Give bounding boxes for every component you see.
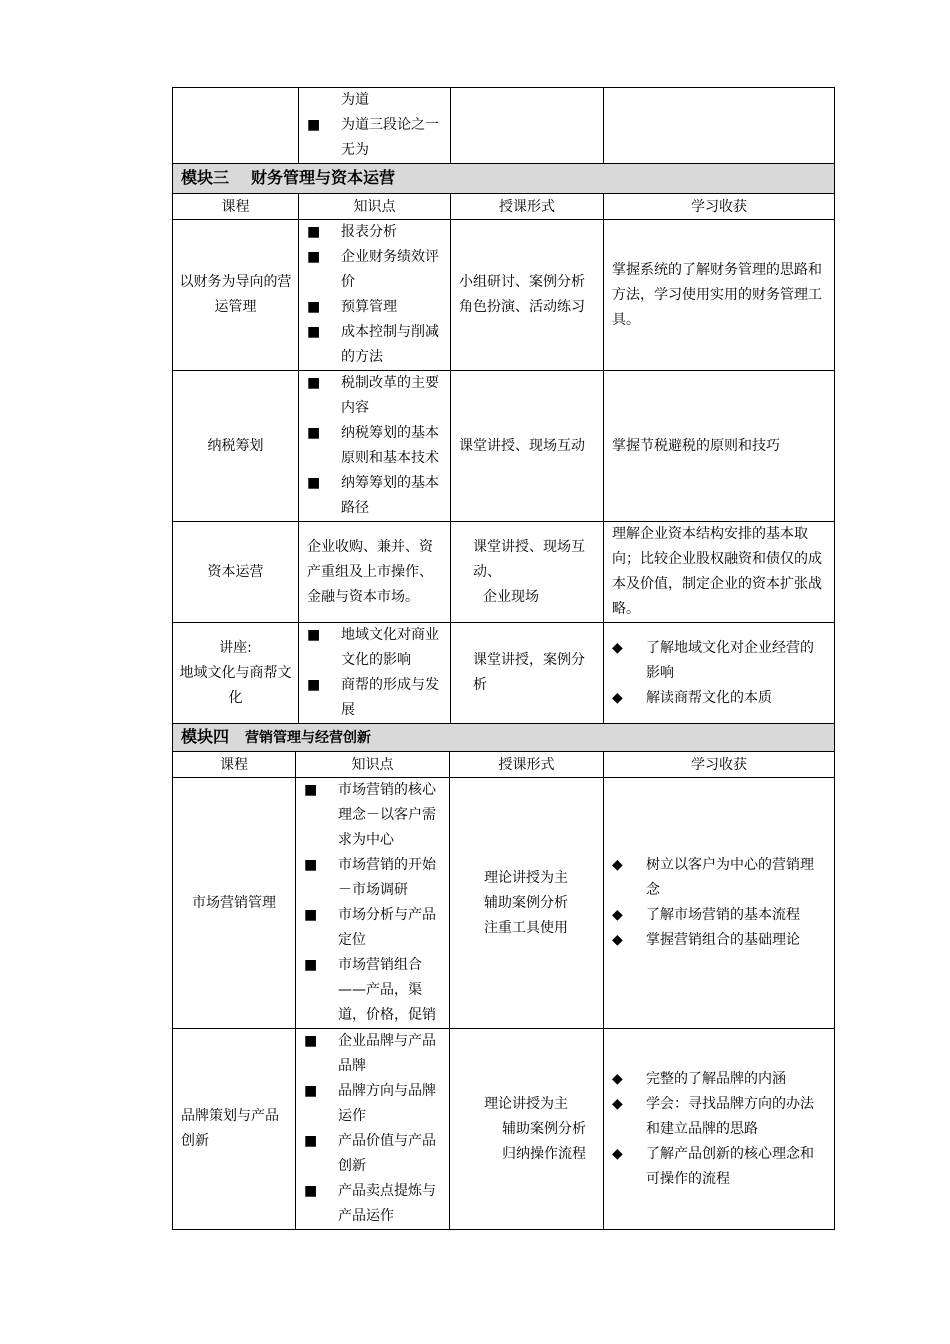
column-header-course: 课程 xyxy=(173,752,296,778)
knowledge-text: 成本控制与削减的方法 xyxy=(341,324,439,365)
knowledge-text: 品牌方向与品牌运作 xyxy=(338,1083,436,1124)
format-cell xyxy=(451,623,604,724)
format-line: 理论讲授为主 xyxy=(484,869,568,886)
bullet-square-icon: ■ xyxy=(307,627,321,643)
knowledge-text: 纳税筹划的基本原则和基本技术 xyxy=(341,425,439,466)
module-header xyxy=(173,164,835,194)
knowledge-text: 预算管理 xyxy=(341,299,397,315)
knowledge-item xyxy=(304,1179,441,1229)
table-row xyxy=(173,623,835,724)
knowledge-text: 税制改革的主要内容 xyxy=(341,375,439,416)
format-cell xyxy=(451,88,604,164)
bullet-diamond-icon: ◆ xyxy=(612,932,623,948)
knowledge-item xyxy=(304,1129,441,1179)
knowledge-cell xyxy=(296,1029,450,1230)
knowledge-text: 市场分析与产品定位 xyxy=(338,907,436,948)
column-header-row xyxy=(173,752,835,778)
bullet-square-icon: ■ xyxy=(304,1033,318,1049)
knowledge-cell xyxy=(299,371,451,522)
knowledge-list xyxy=(304,778,441,1028)
column-header-row xyxy=(173,194,835,220)
bullet-diamond-icon: ◆ xyxy=(612,907,623,923)
knowledge-item xyxy=(307,220,442,245)
bullet-square-icon: ■ xyxy=(304,1133,318,1149)
bullet-diamond-icon: ◆ xyxy=(612,1145,623,1162)
table-row xyxy=(173,778,835,1029)
gain-item xyxy=(612,1067,826,1092)
format-cell xyxy=(451,220,604,371)
knowledge-list xyxy=(307,371,442,521)
format-line: 辅助案例分析 xyxy=(502,1120,586,1137)
column-header-gain: 学习收获 xyxy=(604,752,835,778)
knowledge-text: 商帮的形成与发展 xyxy=(341,677,439,718)
course-cell xyxy=(173,88,299,164)
knowledge-item xyxy=(304,953,441,1028)
gain-text: 了解产品创新的核心理念和可操作的流程 xyxy=(646,1145,814,1187)
bullet-square-icon: ■ xyxy=(307,425,321,441)
knowledge-item xyxy=(307,673,442,723)
knowledge-text: 地域文化对商业文化的影响 xyxy=(341,627,439,668)
bullet-diamond-icon: ◆ xyxy=(612,1095,623,1112)
knowledge-item xyxy=(304,853,441,903)
gain-cell xyxy=(604,1029,835,1230)
gain-item xyxy=(612,903,826,928)
knowledge-cell: 企业收购、兼并、资产重组及上市操作、金融与资本市场。 xyxy=(299,522,451,623)
bullet-square-icon: ■ xyxy=(304,957,318,973)
module-title: 营销管理与经营创新 xyxy=(245,730,372,746)
format-line: 课堂讲授，案例分析 xyxy=(473,652,585,693)
bullet-square-icon: ■ xyxy=(307,249,321,265)
table-row xyxy=(173,1029,835,1230)
knowledge-text: 产品卖点提炼与产品运作 xyxy=(338,1183,436,1224)
knowledge-item xyxy=(304,903,441,953)
format-line: 注重工具使用 xyxy=(484,919,568,936)
knowledge-text: 企业财务绩效评价 xyxy=(341,249,439,290)
module-name: 模块四 xyxy=(181,727,230,746)
gain-cell: 理解企业资本结构安排的基本取向；比较企业股权融资和债仅的成本及价值，制定企业的资本扩张战略。 xyxy=(604,522,835,623)
bullet-square-icon: ■ xyxy=(304,1083,318,1099)
gain-item xyxy=(612,928,826,953)
bullet-square-icon: ■ xyxy=(307,375,321,391)
gain-list xyxy=(612,853,826,953)
course-line: 讲座: xyxy=(219,639,252,656)
format-cell: 课堂讲授、现场互动 xyxy=(451,371,604,522)
knowledge-text: 为道三段论之一无为 xyxy=(341,117,439,158)
knowledge-text: 市场营销的开始－市场调研 xyxy=(338,857,436,898)
format-line: 理论讲授为主 xyxy=(484,1095,568,1112)
gain-cell xyxy=(604,88,835,164)
table-row xyxy=(173,88,835,164)
knowledge-text: 市场营销组合——产品，渠道，价格，促销 xyxy=(338,957,436,1023)
module-title: 财务管理与资本运营 xyxy=(251,168,396,187)
course-table-module3 xyxy=(172,87,835,724)
gain-text: 了解市场营销的基本流程 xyxy=(646,907,800,923)
format-line: 课堂讲授、现场互动、 xyxy=(473,538,585,580)
gain-item xyxy=(612,686,826,711)
gain-cell: 掌握系统的了解财务管理的思路和方法，学习使用实用的财务管理工具。 xyxy=(604,220,835,371)
bullet-diamond-icon: ◆ xyxy=(612,689,623,706)
gain-cell xyxy=(604,623,835,724)
course-cell xyxy=(173,623,299,724)
knowledge-list xyxy=(307,88,442,163)
gain-item xyxy=(612,1142,826,1192)
gain-cell: 掌握节税避税的原则和技巧 xyxy=(604,371,835,522)
knowledge-item xyxy=(304,778,441,853)
gain-list xyxy=(612,636,826,711)
table-row xyxy=(173,371,835,522)
knowledge-item xyxy=(307,113,442,163)
course-cell: 品牌策划与产品创新 xyxy=(173,1029,296,1230)
bullet-square-icon: ■ xyxy=(307,224,321,240)
module-title-cell xyxy=(173,724,835,752)
format-line: 角色扮演、活动练习 xyxy=(459,299,585,315)
knowledge-cell xyxy=(299,623,451,724)
gain-item xyxy=(612,636,826,686)
knowledge-item xyxy=(307,371,442,421)
format-line: 小组研讨、案例分析 xyxy=(459,274,585,290)
knowledge-list xyxy=(304,1029,441,1229)
column-header-course: 课程 xyxy=(173,194,299,220)
format-cell xyxy=(451,522,604,623)
column-header-gain: 学习收获 xyxy=(604,194,835,220)
column-header-knowledge: 知识点 xyxy=(299,194,451,220)
knowledge-cell xyxy=(296,778,450,1029)
gain-text: 掌握营销组合的基础理论 xyxy=(646,932,800,948)
format-line: 辅助案例分析 xyxy=(484,894,568,911)
knowledge-text: 产品价值与产品创新 xyxy=(338,1133,436,1174)
knowledge-list xyxy=(307,220,442,370)
bullet-square-icon: ■ xyxy=(307,677,321,693)
knowledge-item xyxy=(307,88,442,113)
bullet-diamond-icon: ◆ xyxy=(612,639,623,656)
gain-list xyxy=(612,1067,826,1192)
bullet-square-icon: ■ xyxy=(307,324,321,340)
bullet-square-icon: ■ xyxy=(304,857,318,873)
bullet-diamond-icon: ◆ xyxy=(612,1070,623,1087)
format-cell xyxy=(450,1029,604,1230)
bullet-square-icon: ■ xyxy=(304,1183,318,1199)
module-header xyxy=(173,724,835,752)
bullet-square-icon: ■ xyxy=(304,782,318,798)
knowledge-item xyxy=(307,421,442,471)
knowledge-item xyxy=(307,295,442,320)
bullet-square-icon: ■ xyxy=(307,299,321,315)
table-row xyxy=(173,522,835,623)
course-cell: 市场营销管理 xyxy=(173,778,296,1029)
knowledge-text: 报表分析 xyxy=(341,224,397,240)
column-header-format: 授课形式 xyxy=(451,194,604,220)
gain-text: 解读商帮文化的本质 xyxy=(646,689,772,706)
course-cell: 资本运营 xyxy=(173,522,299,623)
knowledge-item xyxy=(307,320,442,370)
gain-text: 树立以客户为中心的营销理念 xyxy=(646,857,814,898)
course-cell: 以财务为导向的营运管理 xyxy=(173,220,299,371)
gain-item xyxy=(612,853,826,903)
bullet-square-icon: ■ xyxy=(307,475,321,491)
bullet-diamond-icon: ◆ xyxy=(612,857,623,873)
module-title-cell xyxy=(173,164,835,194)
knowledge-item xyxy=(304,1079,441,1129)
knowledge-cell xyxy=(299,88,451,164)
knowledge-text: 纳筹筹划的基本路径 xyxy=(341,475,439,516)
column-header-format: 授课形式 xyxy=(450,752,604,778)
course-table-module4 xyxy=(172,723,835,1230)
gain-text: 了解地域文化对企业经营的影响 xyxy=(646,639,814,681)
course-cell: 纳税筹划 xyxy=(173,371,299,522)
gain-cell xyxy=(604,778,835,1029)
knowledge-cell xyxy=(299,220,451,371)
bullet-square-icon: ■ xyxy=(304,907,318,923)
course-line: 地域文化与商帮文化 xyxy=(179,664,292,706)
module-name: 模块三 xyxy=(181,168,230,187)
gain-item xyxy=(612,1092,826,1142)
format-cell xyxy=(450,778,604,1029)
document-page xyxy=(172,87,834,1230)
knowledge-text: 市场营销的核心理念－以客户需求为中心 xyxy=(338,782,436,848)
format-line: 企业现场 xyxy=(483,588,539,605)
column-header-knowledge: 知识点 xyxy=(296,752,450,778)
table-row xyxy=(173,220,835,371)
bullet-square-icon: ■ xyxy=(307,117,321,133)
knowledge-item xyxy=(307,471,442,521)
knowledge-item xyxy=(307,623,442,673)
knowledge-item xyxy=(307,245,442,295)
knowledge-text: 为道 xyxy=(341,92,369,108)
format-line: 归纳操作流程 xyxy=(502,1145,586,1162)
gain-text: 学会：寻找品牌方向的办法和建立品牌的思路 xyxy=(646,1095,814,1137)
gain-text: 完整的了解品牌的内涵 xyxy=(646,1070,786,1087)
knowledge-list xyxy=(307,623,442,723)
knowledge-item xyxy=(304,1029,441,1079)
knowledge-text: 企业品牌与产品品牌 xyxy=(338,1033,436,1074)
